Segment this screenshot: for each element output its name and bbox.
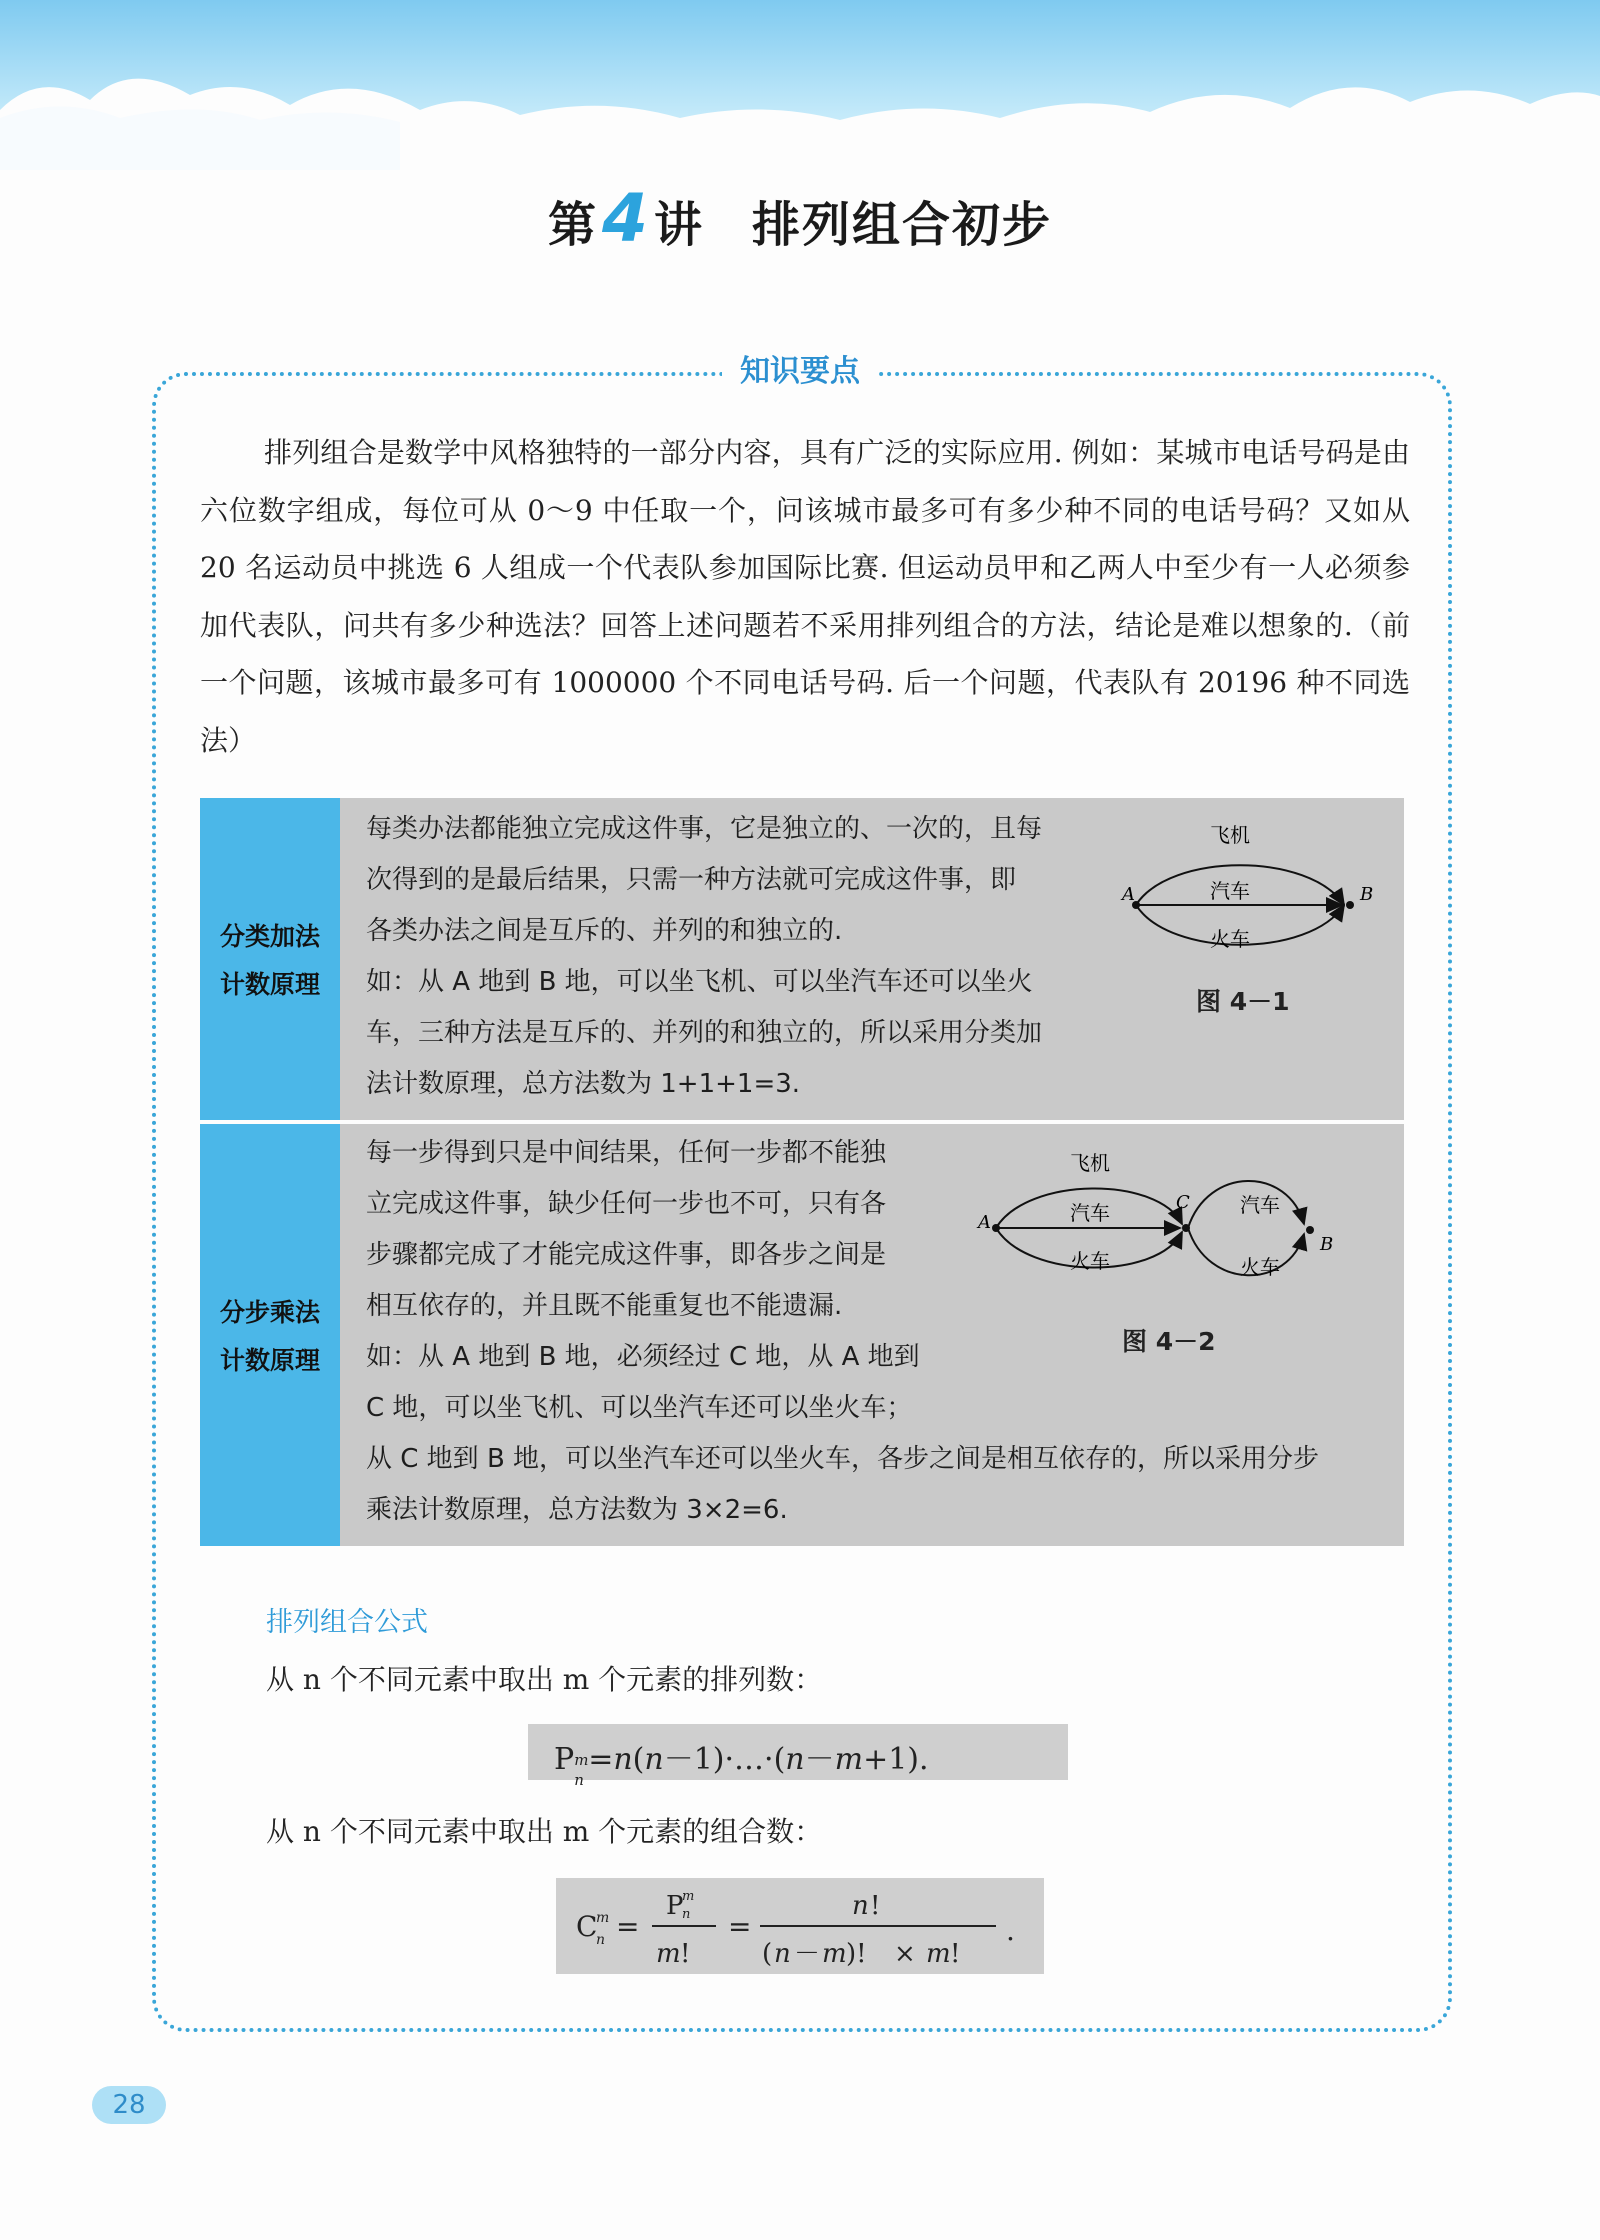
svg-text:汽车: 汽车 [1240,1193,1280,1217]
figure-4-2-caption: 图 4－2 [1122,1327,1216,1356]
counting-principles-table [200,798,1404,1546]
svg-text:－: － [794,1939,821,1969]
svg-text:×: × [894,1939,916,1969]
rule-text-multiplication: 每一步得到只是中间结果，任何一步都不能独 立完成这件事，缺少任何一步也不可，只有各 步骤都完成了才能完成这件事，即各步之间是 相互依存的，并且既不能重复也不能遗漏. 如：从 A 地到 B 地，必须经过 C 地，从 A 地到 C 地，可以坐飞机、可以坐汽车还可以坐火车； 从 C 地到 B 地，可以坐汽车还可以坐火车，各步之间是相互依存的，所以采用分步 乘法计数原理，总方法数为 3×2=6. [366,1138,1320,1525]
svg-text:!: ! [870,1891,881,1921]
page-number: 28 [92,2086,166,2124]
svg-text:C: C [1176,1192,1190,1213]
svg-text:C: C [576,1910,598,1943]
svg-text:n: n [774,1939,791,1969]
permutation-formula: P m n =n(n－1)·…·(n－m+1). [554,1742,929,1789]
combination-formula-box [556,1878,1044,1974]
svg-text:=: = [616,1910,640,1943]
permutation-formula-box [528,1724,1068,1789]
svg-text:火车: 火车 [1070,1249,1110,1273]
figure-4-1-caption: 图 4－1 [1196,987,1290,1016]
svg-text:.: . [1006,1914,1015,1947]
svg-text:m: m [682,1889,695,1904]
svg-text:n: n [596,1932,606,1948]
permutation-intro: 从 n 个不同元素中取出 m 个元素的排列数： [266,1663,823,1696]
rule-content-addition [340,798,1404,1120]
svg-text:(: ( [762,1939,773,1969]
svg-text:m: m [822,1939,847,1969]
lesson-number: 4 [602,180,650,257]
svg-text:火车: 火车 [1210,927,1250,951]
svg-text:m: m [656,1939,681,1969]
svg-text:A: A [1122,884,1135,905]
rule-label-multiplication: 分步乘法 计数原理 [200,1124,340,1546]
section-title: 知识要点 [722,350,878,394]
svg-text:m: m [596,1910,610,1926]
rule-text-addition: 每类办法都能独立完成这件事，它是独立的、一次的，且每 次得到的是最后结果，只需一种方法就可完成这件事，即 各类办法之间是互斥的、并列的和独立的. 如：从 A 地到 B 地，可以坐飞机、可以坐汽车还可以坐火 车，三种方法是互斥的、并列的和独立的，所以采用分类加 法计数原理，总方法数为 1+1+1=3. [366,814,1043,1099]
svg-text:n: n [682,1907,691,1922]
svg-text:!: ! [680,1939,691,1969]
svg-text:飞机: 飞机 [1210,823,1250,847]
sky-clouds-banner [0,0,1600,170]
lesson-title: 第4讲 排列组合初步 [548,180,1052,257]
svg-text:汽车: 汽车 [1070,1201,1110,1225]
formula-subtitle: 排列组合公式 [266,1607,428,1638]
svg-text:)!: )! [846,1939,867,1969]
svg-text:A: A [978,1212,991,1233]
figure-4-1-diagram [1110,812,1390,972]
svg-text:P: P [666,1891,684,1921]
svg-text:B: B [1360,884,1374,905]
svg-text:!: ! [950,1939,961,1969]
figure-4-2-diagram [968,1136,1388,1296]
svg-text:m: m [926,1939,951,1969]
rule-content-multiplication [340,1124,1404,1546]
combination-formula [556,1878,1044,1974]
intro-paragraph: 排列组合是数学中风格独特的一部分内容，具有广泛的实际应用. 例如：某城市电话号码是由六位数字组成，每位可从 0～9 中任取一个，问该城市最多可有多少种不同的电话号码？又如从 20 名运动员中挑选 6 人组成一个代表队参加国际比赛. 但运动员甲和乙两人中至少有一人必须参加代表队，问共有多少种选法？回答上述问题若不采用排列组合的方法，结论是难以想象的.（前一个问题，该城市最多可有 1000000 个不同电话号码. 后一个问题，代表队有 20196 种不同选法） [200,436,1410,757]
svg-text:火车: 火车 [1240,1255,1280,1279]
rule-label-addition: 分类加法 计数原理 [200,798,340,1120]
svg-text:B: B [1320,1234,1334,1255]
svg-text:=: = [728,1910,752,1943]
svg-text:飞机: 飞机 [1070,1151,1110,1175]
svg-text:n: n [852,1891,869,1921]
combination-intro: 从 n 个不同元素中取出 m 个元素的组合数： [266,1815,823,1848]
svg-text:汽车: 汽车 [1210,879,1250,903]
